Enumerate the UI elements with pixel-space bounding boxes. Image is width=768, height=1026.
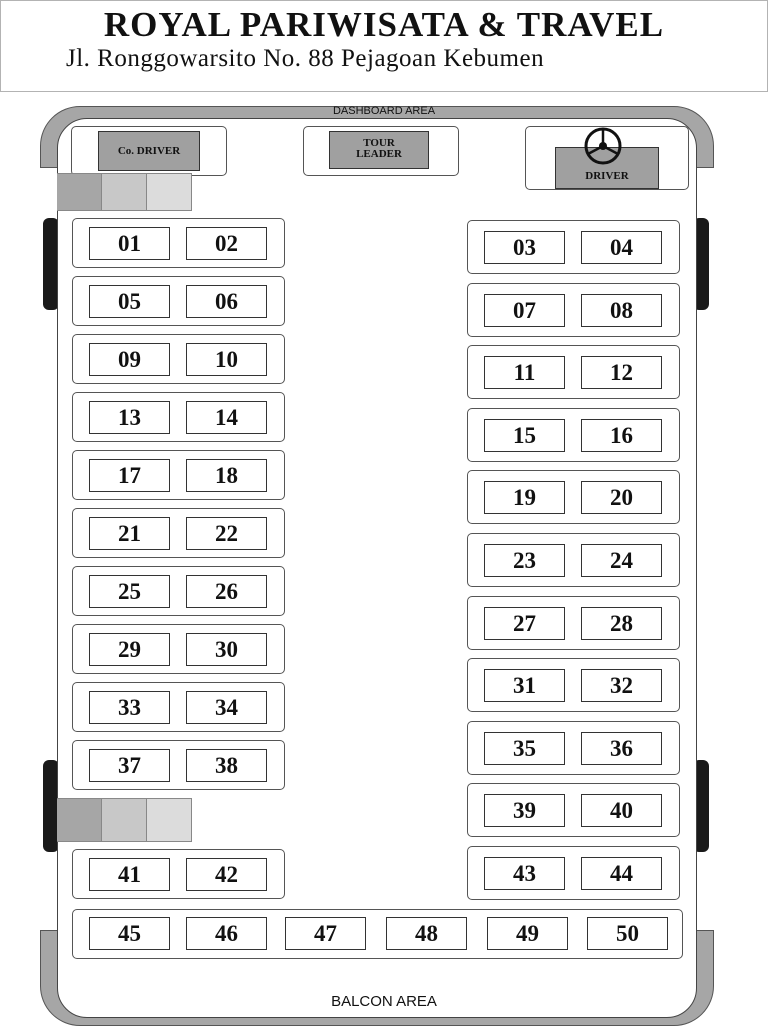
seat-01[interactable]: 01 <box>89 227 170 260</box>
seat-29[interactable]: 29 <box>89 633 170 666</box>
seat-02[interactable]: 02 <box>186 227 267 260</box>
seat-15[interactable]: 15 <box>484 419 565 452</box>
seat-21[interactable]: 21 <box>89 517 170 550</box>
balcony-area-label: BALCON AREA <box>331 993 437 1010</box>
seat-44[interactable]: 44 <box>581 857 662 890</box>
seat-06[interactable]: 06 <box>186 285 267 318</box>
seat-04[interactable]: 04 <box>581 231 662 264</box>
seat-08[interactable]: 08 <box>581 294 662 327</box>
seat-42[interactable]: 42 <box>186 858 267 891</box>
seat-43[interactable]: 43 <box>484 857 565 890</box>
seat-35[interactable]: 35 <box>484 732 565 765</box>
seat-23[interactable]: 23 <box>484 544 565 577</box>
seat-38[interactable]: 38 <box>186 749 267 782</box>
seat-17[interactable]: 17 <box>89 459 170 492</box>
door-step-dark <box>57 174 102 210</box>
seat-36[interactable]: 36 <box>581 732 662 765</box>
co-driver-seat[interactable]: Co. DRIVER <box>98 131 200 171</box>
rear-door-strip <box>57 798 192 842</box>
seat-32[interactable]: 32 <box>581 669 662 702</box>
seat-27[interactable]: 27 <box>484 607 565 640</box>
seat-10[interactable]: 10 <box>186 343 267 376</box>
seat-50[interactable]: 50 <box>587 917 668 950</box>
door-step-dark <box>57 799 102 841</box>
seat-12[interactable]: 12 <box>581 356 662 389</box>
seat-09[interactable]: 09 <box>89 343 170 376</box>
seat-34[interactable]: 34 <box>186 691 267 724</box>
seat-31[interactable]: 31 <box>484 669 565 702</box>
seat-45[interactable]: 45 <box>89 917 170 950</box>
seat-30[interactable]: 30 <box>186 633 267 666</box>
seat-46[interactable]: 46 <box>186 917 267 950</box>
seat-14[interactable]: 14 <box>186 401 267 434</box>
seat-37[interactable]: 37 <box>89 749 170 782</box>
door-step-light <box>147 799 192 841</box>
seat-41[interactable]: 41 <box>89 858 170 891</box>
seat-19[interactable]: 19 <box>484 481 565 514</box>
company-title: ROYAL PARIWISATA & TRAVEL <box>103 5 665 44</box>
seat-39[interactable]: 39 <box>484 794 565 827</box>
door-step-mid <box>102 799 147 841</box>
steering-wheel-icon <box>573 125 633 165</box>
seat-05[interactable]: 05 <box>89 285 170 318</box>
seat-25[interactable]: 25 <box>89 575 170 608</box>
dashboard-area-label: DASHBOARD AREA <box>332 105 436 117</box>
seat-03[interactable]: 03 <box>484 231 565 264</box>
seat-16[interactable]: 16 <box>581 419 662 452</box>
seat-20[interactable]: 20 <box>581 481 662 514</box>
driver-seat[interactable]: DRIVER <box>555 147 659 189</box>
door-step-light <box>147 174 192 210</box>
header-box <box>0 0 768 92</box>
seat-07[interactable]: 07 <box>484 294 565 327</box>
seat-33[interactable]: 33 <box>89 691 170 724</box>
front-door-strip <box>57 173 192 211</box>
tour-leader-seat[interactable]: TOUR LEADER <box>329 131 429 169</box>
seat-40[interactable]: 40 <box>581 794 662 827</box>
seat-13[interactable]: 13 <box>89 401 170 434</box>
seat-24[interactable]: 24 <box>581 544 662 577</box>
seat-49[interactable]: 49 <box>487 917 568 950</box>
seat-47[interactable]: 47 <box>285 917 366 950</box>
seat-22[interactable]: 22 <box>186 517 267 550</box>
seat-26[interactable]: 26 <box>186 575 267 608</box>
seat-18[interactable]: 18 <box>186 459 267 492</box>
door-step-mid <box>102 174 147 210</box>
seat-28[interactable]: 28 <box>581 607 662 640</box>
company-address: Jl. Ronggowarsito No. 88 Pejagoan Kebumen <box>66 45 545 72</box>
seat-48[interactable]: 48 <box>386 917 467 950</box>
seat-11[interactable]: 11 <box>484 356 565 389</box>
